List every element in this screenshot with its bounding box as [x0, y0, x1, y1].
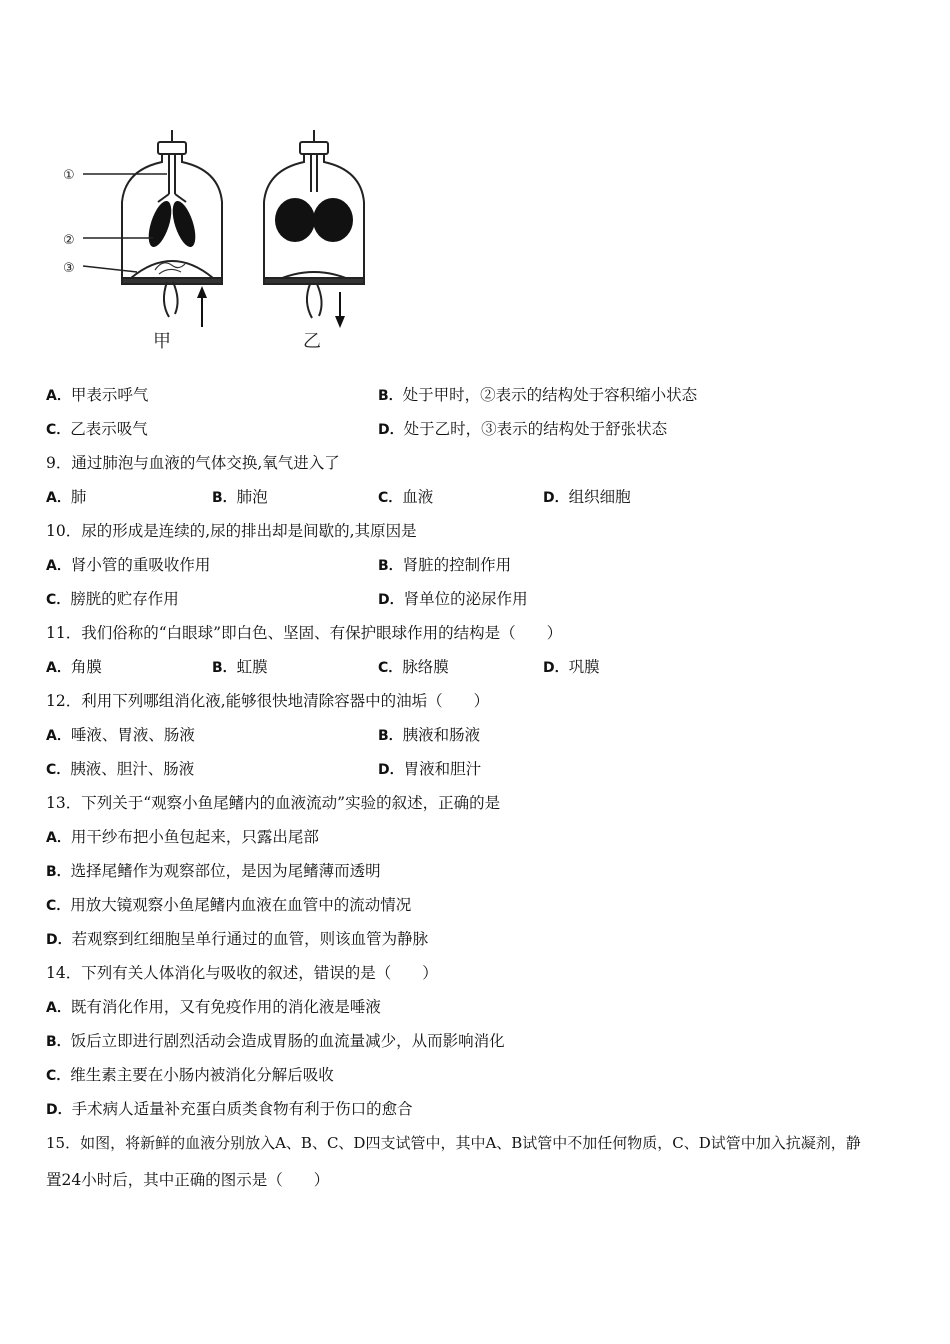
- q14-option-d: D．手术病人适量补充蛋白质类食物有利于伤口的愈合: [46, 1100, 413, 1118]
- q14-stem: 14．下列有关人体消化与吸收的叙述，错误的是（ ）: [46, 964, 438, 982]
- q8-option-c: C．乙表示吸气: [46, 420, 148, 438]
- q13-option-a: A．用干纱布把小鱼包起来，只露出尾部: [46, 828, 319, 846]
- jar-left: [122, 130, 222, 317]
- q10-stem: 10．尿的形成是连续的,尿的排出却是间歇的,其原因是: [46, 522, 417, 540]
- q11-stem: 11．我们俗称的“白眼球”即白色、坚固、有保护眼球作用的结构是（ ）: [46, 624, 563, 642]
- caption-yi: 乙: [303, 331, 321, 352]
- q15-stem-line2: 置24小时后，其中正确的图示是（ ）: [46, 1171, 330, 1189]
- q12-stem: 12．利用下列哪组消化液,能够很快地清除容器中的油垢（ ）: [46, 692, 490, 710]
- q9-stem: 9．通过肺泡与血液的气体交换,氧气进入了: [46, 454, 340, 472]
- bell-jar-figure: [55, 122, 375, 362]
- q12-option-c: C．胰液、胆汁、肠液: [46, 760, 195, 778]
- q12-option-b: B．胰液和肠液: [378, 726, 481, 744]
- q8-option-a: A．甲表示呼气: [46, 386, 149, 404]
- q12-option-a: A．唾液、胃液、肠液: [46, 726, 195, 744]
- q13-option-d: D．若观察到红细胞呈单行通过的血管，则该血管为静脉: [46, 930, 429, 948]
- q9-option-b: B．肺泡: [212, 488, 268, 506]
- q9-option-a: A．肺: [46, 488, 87, 506]
- caption-jia: 甲: [153, 331, 171, 352]
- bell-jar-diagram: [55, 122, 375, 362]
- q14-option-c: C．维生素主要在小肠内被消化分解后吸收: [46, 1066, 334, 1084]
- q13-stem: 13．下列关于“观察小鱼尾鳍内的血液流动”实验的叙述，正确的是: [46, 794, 501, 812]
- q11-option-b: B．虹膜: [212, 658, 268, 676]
- label-three: ③: [63, 261, 75, 276]
- q10-option-d: D．肾单位的泌尿作用: [378, 590, 528, 608]
- q14-option-a: A．既有消化作用，又有免疫作用的消化液是唾液: [46, 998, 381, 1016]
- q11-option-c: C．脉络膜: [378, 658, 449, 676]
- q15-stem-line1: 15．如图，将新鲜的血液分别放入A、B、C、D四支试管中，其中A、B试管中不加任何物质，C、D试管中加入抗凝剂，静: [46, 1134, 861, 1152]
- q10-option-b: B．肾脏的控制作用: [378, 556, 512, 574]
- q8-option-b: B．处于甲时，②表示的结构处于容积缩小状态: [378, 386, 698, 404]
- q14-option-b: B．饭后立即进行剧烈活动会造成胃肠的血流量减少，从而影响消化: [46, 1032, 505, 1050]
- q10-option-c: C．膀胱的贮存作用: [46, 590, 179, 608]
- label-two: ②: [63, 233, 75, 248]
- q11-option-a: A．角膜: [46, 658, 102, 676]
- q13-option-b: B．选择尾鳍作为观察部位，是因为尾鳍薄而透明: [46, 862, 381, 880]
- q9-option-c: C．血液: [378, 488, 434, 506]
- label-one: ①: [63, 168, 75, 183]
- q8-option-d: D．处于乙时，③表示的结构处于舒张状态: [378, 420, 668, 438]
- q12-option-d: D．胃液和胆汁: [378, 760, 482, 778]
- q13-option-c: C．用放大镜观察小鱼尾鳍内血液在血管中的流动情况: [46, 896, 412, 914]
- q11-option-d: D．巩膜: [543, 658, 600, 676]
- q9-option-d: D．组织细胞: [543, 488, 631, 506]
- q10-option-a: A．肾小管的重吸收作用: [46, 556, 211, 574]
